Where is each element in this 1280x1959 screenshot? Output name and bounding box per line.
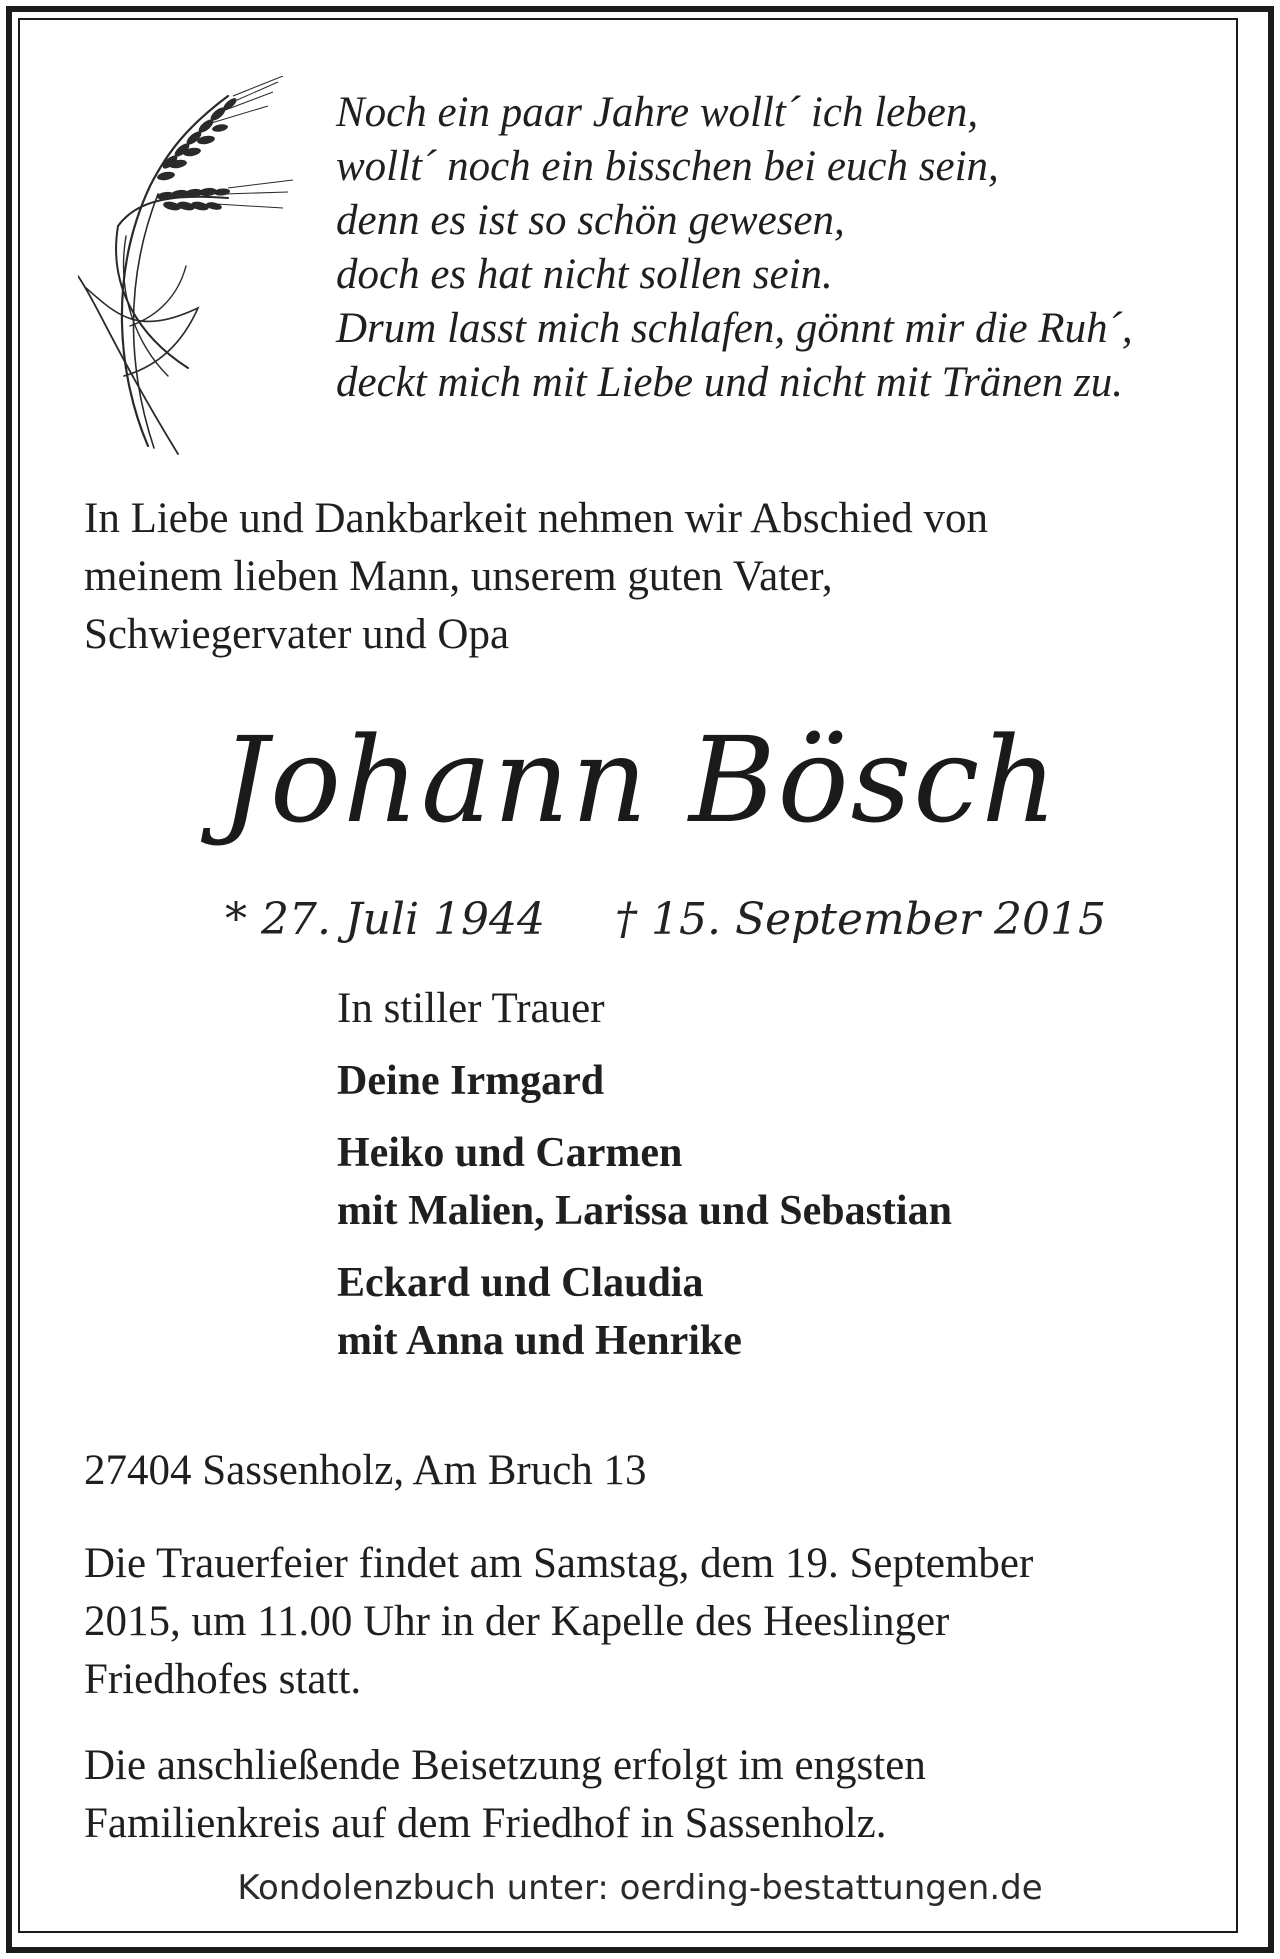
- poem-line: deckt mich mit Liebe und nicht mit Tränen zu.: [336, 359, 1124, 406]
- poem-line: doch es hat nicht sollen sein.: [336, 251, 833, 298]
- poem-line: Noch ein paar Jahre wollt´ ich leben,: [336, 89, 979, 136]
- burial-line: Die anschließende Beisetzung erfolgt im engsten: [84, 1742, 926, 1789]
- ceremony-line: Friedhofes statt.: [84, 1656, 362, 1703]
- mourner-line: Heiko und Carmen: [337, 1130, 683, 1176]
- ceremony-line: 2015, um 11.00 Uhr in der Kapelle des Heeslinger: [84, 1598, 950, 1645]
- deceased-name: Johann Bösch: [220, 711, 1060, 849]
- family-address: 27404 Sassenholz, Am Bruch 13: [84, 1447, 647, 1494]
- mourner-line: Deine Irmgard: [337, 1058, 605, 1104]
- mourning-intro: In stiller Trauer: [337, 985, 605, 1032]
- poem: [336, 86, 1226, 410]
- condolence-book-link[interactable]: Kondolenzbuch unter: oerding-bestattungen.de: [237, 1868, 1043, 1908]
- intro-line: meinem lieben Mann, unserem guten Vater,: [84, 553, 833, 600]
- intro-line: Schwiegervater und Opa: [84, 611, 510, 658]
- intro-line: In Liebe und Dankbarkeit nehmen wir Abschied von: [84, 495, 988, 542]
- poem-line: denn es ist so schön gewesen,: [336, 197, 845, 244]
- mourner-group: [337, 1052, 1237, 1110]
- farewell-intro: [84, 490, 1204, 664]
- mourner-group: [337, 1124, 1237, 1240]
- poem-line: wollt´ noch ein bisschen bei euch sein,: [336, 143, 999, 190]
- burial-notice: [84, 1737, 1204, 1853]
- burial-line: Familienkreis auf dem Friedhof in Sassenholz.: [84, 1800, 887, 1847]
- poem-line: Drum lasst mich schlafen, gönnt mir die Ruh´,: [336, 305, 1133, 352]
- mourner-group: [337, 1254, 1237, 1370]
- life-dates: [225, 890, 1106, 950]
- mourners: [337, 980, 1237, 1384]
- birth-date: * 27. Juli 1944: [225, 894, 546, 945]
- ceremony-line: Die Trauerfeier findet am Samstag, dem 19. September: [84, 1540, 1034, 1587]
- mourner-line: mit Malien, Larissa und Sebastian: [337, 1188, 952, 1234]
- mourner-line: mit Anna und Henrike: [337, 1318, 742, 1364]
- ceremony-notice: [84, 1535, 1204, 1709]
- wheat-icon: [78, 76, 298, 468]
- death-date: † 15. September 2015: [615, 894, 1106, 945]
- mourner-line: Eckard und Claudia: [337, 1260, 704, 1306]
